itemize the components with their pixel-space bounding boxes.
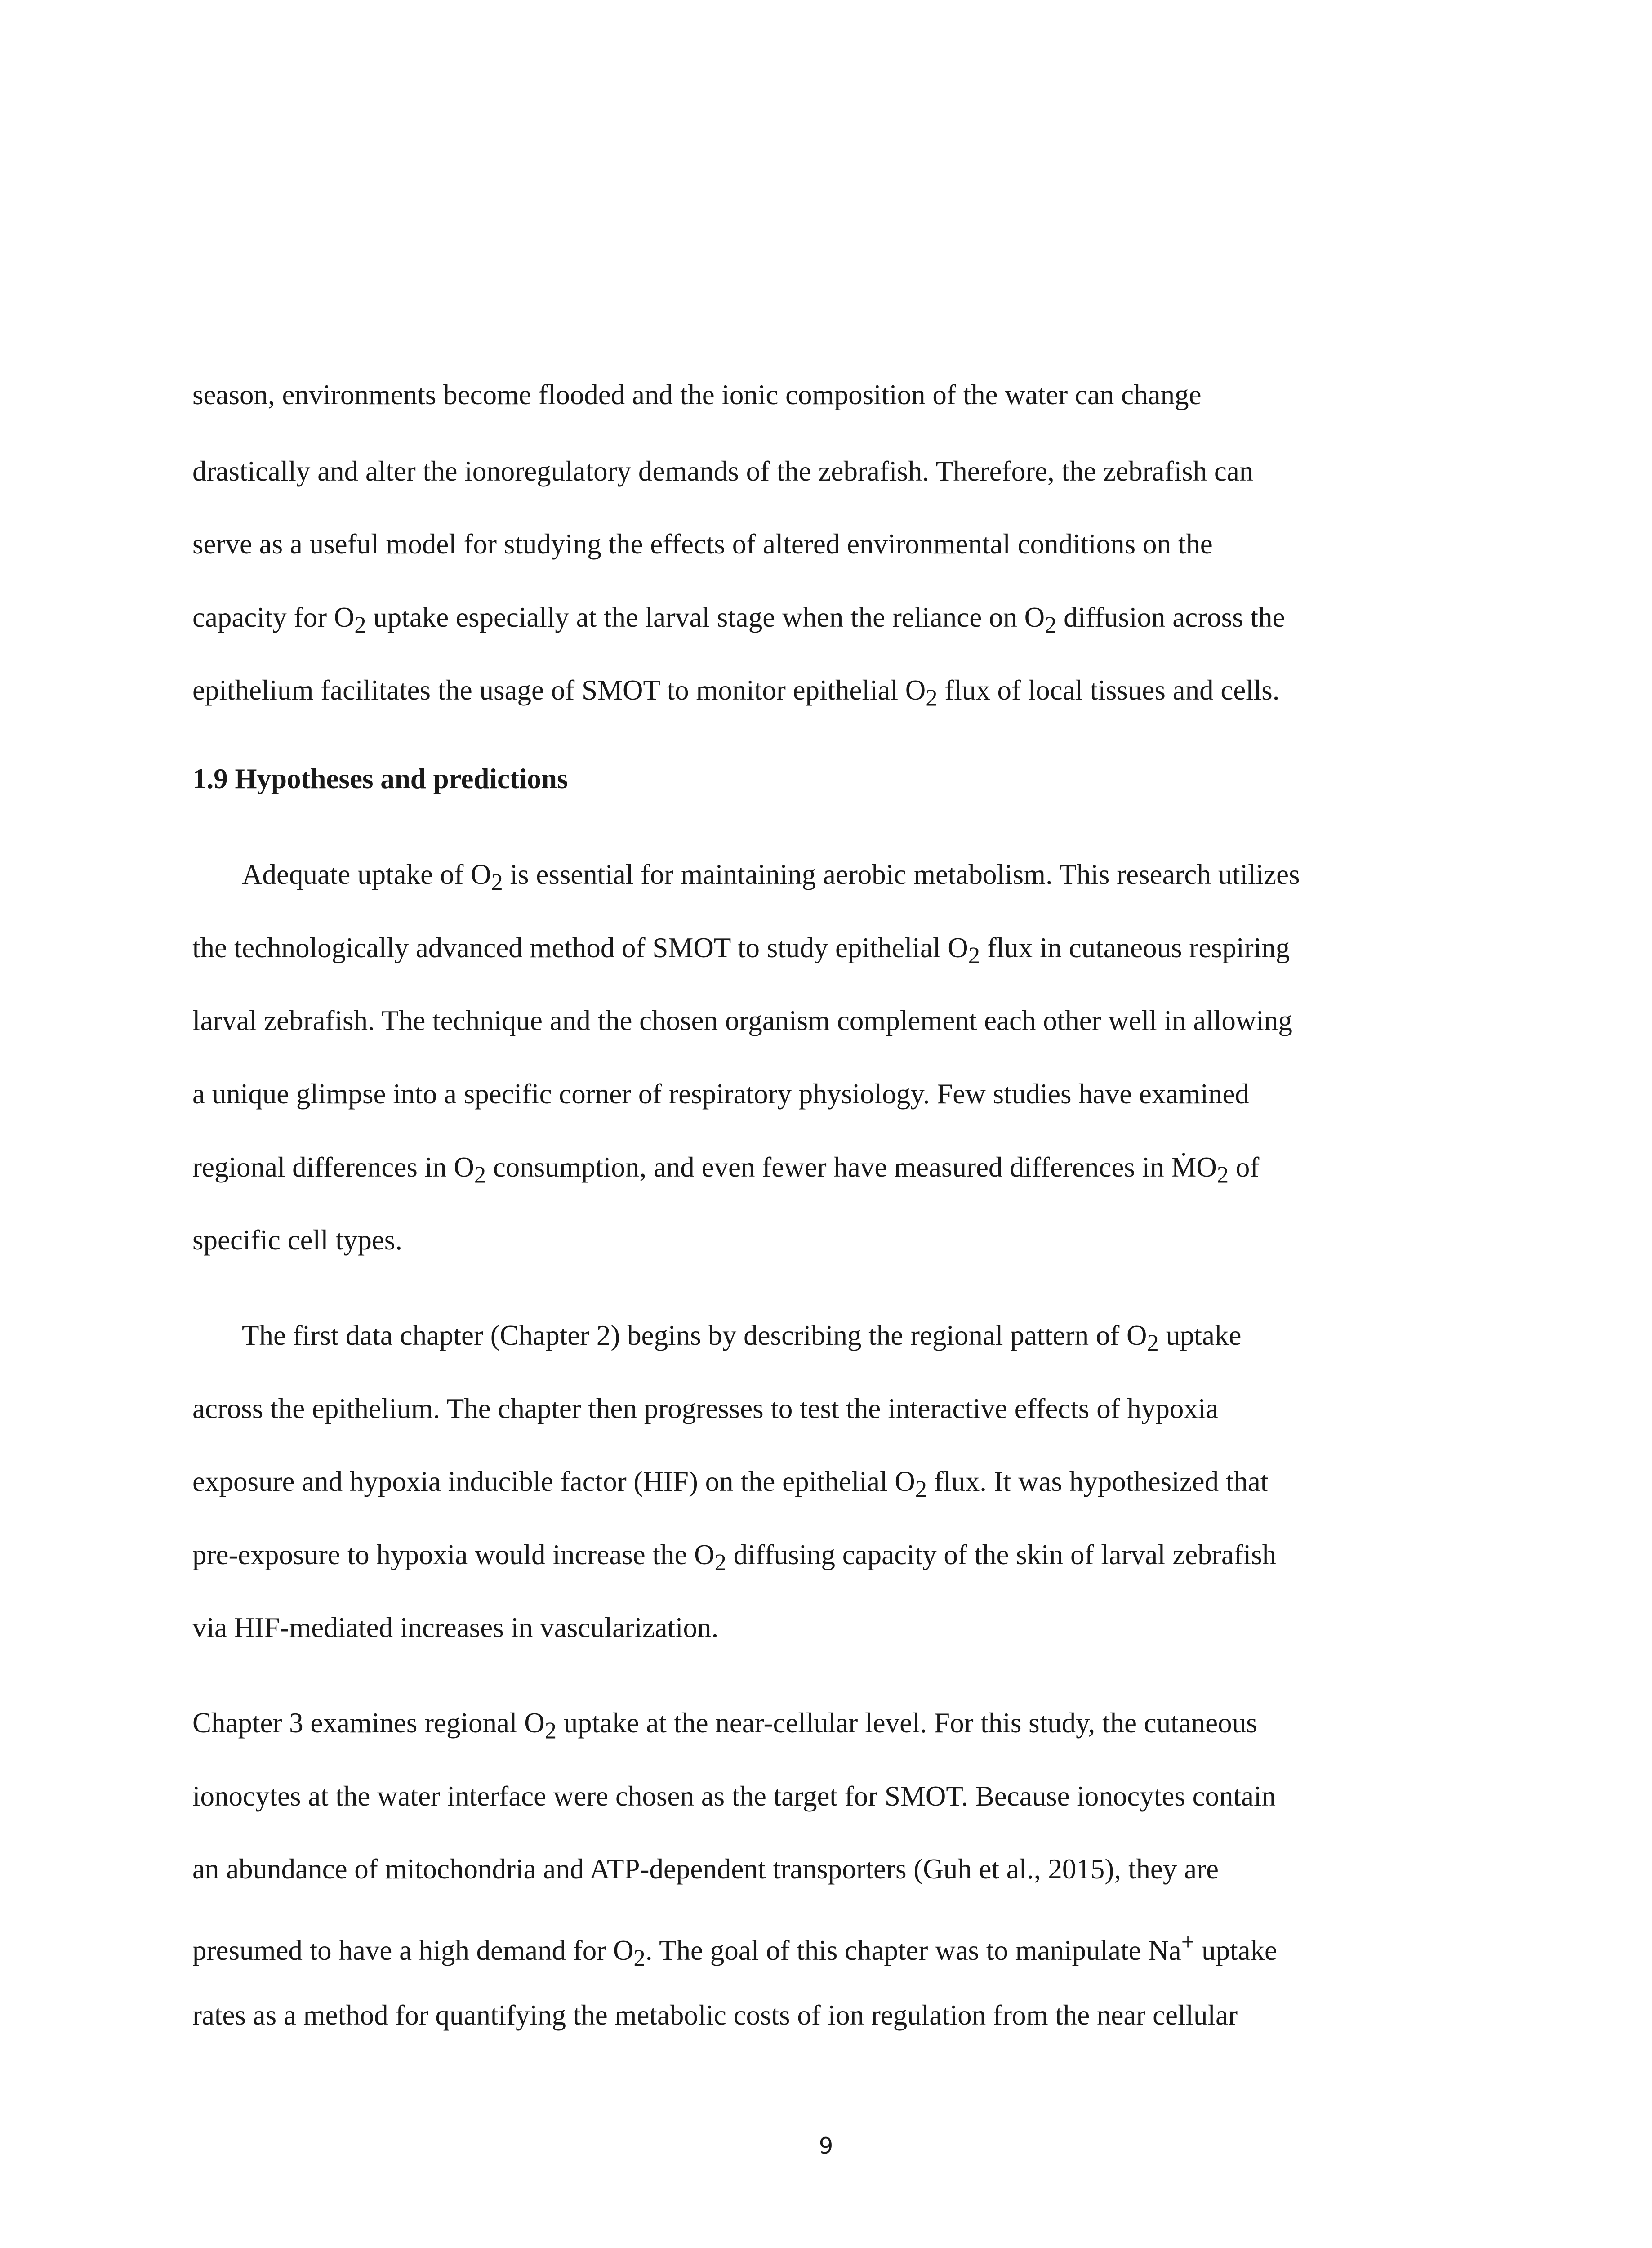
paragraph-2-line-1: Adequate uptake of $O_2$ is essential for maintaining aerobic metabolism. This research utilizes	[242, 859, 1300, 896]
paragraph-1-line-4: capacity for $O_2$ uptake especially at the larval stage when the reliance on $O_2$ diffusion across the	[192, 602, 1285, 638]
paragraph-3-line-3: exposure and hypoxia inducible factor (HIF) on the epithelial $O_2$ flux. It was hypothesized that	[192, 1466, 1269, 1503]
paragraph-4-line-1: Chapter 3 examines regional $O_2$ uptake at the near-cellular level. For this study, the cutaneous	[192, 1707, 1257, 1744]
paragraph-4-line-4: presumed to have a high demand for $O_2$. The goal of this chapter was to manipulate Na+ uptake	[192, 1929, 1277, 1971]
paragraph-1-line-5: epithelium facilitates the usage of SMOT to monitor epithelial $O_2$ flux of local tissues and cells.	[192, 674, 1280, 711]
paragraph-1-line-3: serve as a useful model for studying the effects of altered environmental conditions on the	[192, 528, 1213, 560]
paragraph-3-line-2: across the epithelium. The chapter then progresses to test the interactive effects of hypoxia	[192, 1393, 1219, 1424]
paragraph-4-line-5: rates as a method for quantifying the metabolic costs of ion regulation from the near cellular	[192, 1999, 1238, 2031]
paragraph-1-line-1: season, environments become flooded and the ionic composition of the water can change	[192, 379, 1202, 410]
paragraph-2-line-4: a unique glimpse into a specific corner of respiratory physiology. Few studies have examined	[192, 1078, 1249, 1110]
paragraph-3-line-4: pre-exposure to hypoxia would increase the $O_2$ diffusing capacity of the skin of larval zebrafish	[192, 1539, 1277, 1576]
paragraph-3-line-5: via HIF-mediated increases in vascularization.	[192, 1612, 719, 1643]
paragraph-2-line-5: regional differences in $O_2$ consumption, and even fewer have measured differences in ṀO$_2$ of	[192, 1151, 1260, 1188]
paragraph-2-line-3: larval zebrafish. The technique and the chosen organism complement each other well in allowing	[192, 1005, 1292, 1036]
paragraph-4-line-3: an abundance of mitochondria and ATP-dependent transporters (Guh et al., 2015), they are	[192, 1853, 1219, 1885]
paragraph-2-line-2: the technologically advanced method of SMOT to study epithelial $O_2$ flux in cutaneous respiring	[192, 932, 1290, 969]
paragraph-3-line-1: The first data chapter (Chapter 2) begins by describing the regional pattern of $O_2$ uptake	[242, 1320, 1242, 1356]
page-number: 9	[819, 2133, 833, 2159]
section-heading: 1.9 Hypotheses and predictions	[192, 763, 568, 794]
paragraph-4-line-2: ionocytes at the water interface were chosen as the target for SMOT. Because ionocytes contain	[192, 1780, 1276, 1812]
paragraph-1-line-2: drastically and alter the ionoregulatory demands of the zebrafish. Therefore, the zebrafish can	[192, 455, 1254, 487]
paragraph-2-line-6: specific cell types.	[192, 1224, 403, 1256]
